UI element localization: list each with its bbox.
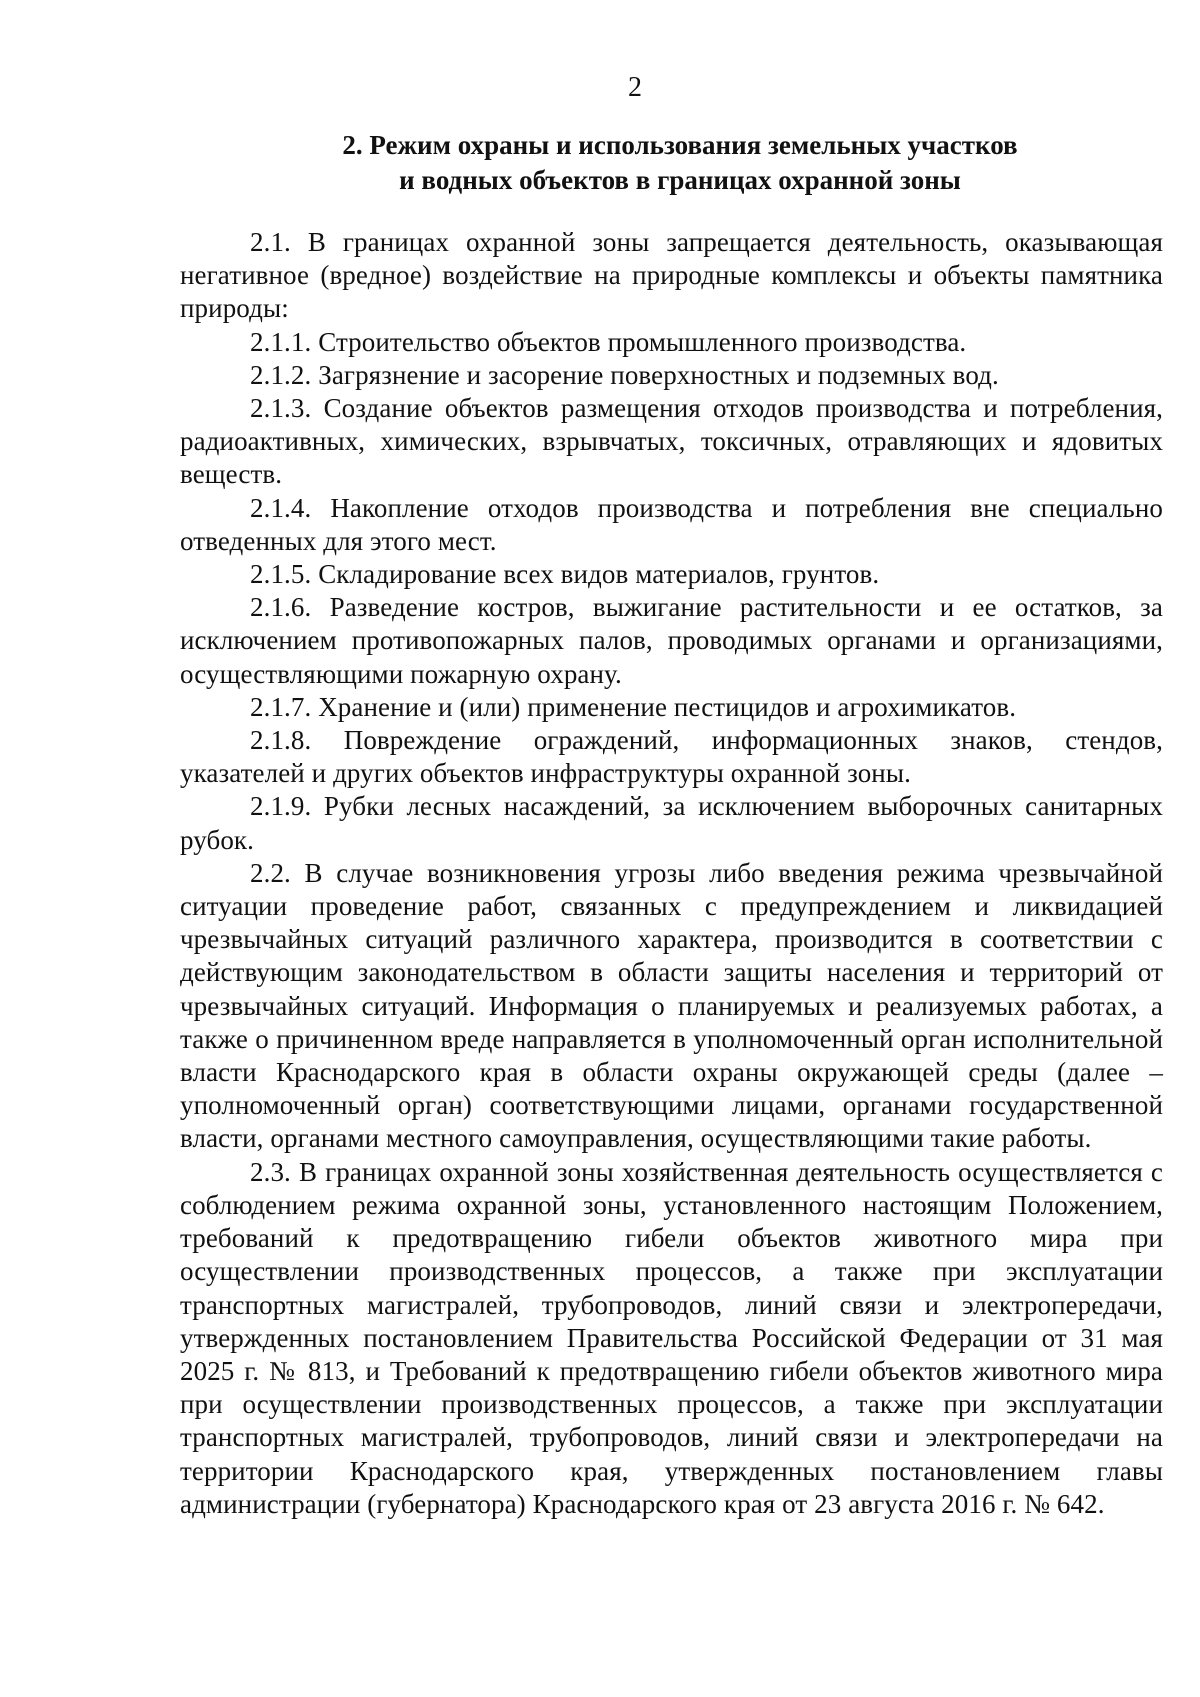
paragraph-2-1-3: 2.1.3. Создание объектов размещения отходов производства и потребления, радиоактивных, химических, взрывчатых, токсичных, отравляющих и ядовитых веществ. bbox=[180, 393, 1163, 490]
paragraph-2-1-6: 2.1.6. Разведение костров, выжигание растительности и ее остатков, за исключением противопожарных палов, проводимых органами и организациями, осуществляющими пожарную охрану. bbox=[180, 592, 1163, 689]
section-heading bbox=[180, 128, 1180, 198]
document-body bbox=[180, 226, 1163, 1521]
paragraph-2-3: 2.3. В границах охранной зоны хозяйственная деятельность осуществляется с соблюдением режима охранной зоны, установленного настоящим Положением, требований к предотвращению гибели объектов животного мира при осуществлении производственных процессов, а также при эксплуатации транспортных магистралей, трубопроводов, линий связи и электропередачи, утвержденных постановлением Правительства Российской Федерации от 31 мая 2025 г. № 813, и Требований к предотвращению гибели объектов животного мира при осуществлении производственных процессов, а также при эксплуатации транспортных магистралей, трубопроводов, линий связи и электропередачи на территории Краснодарского края, утвержденных постановлением главы администрации (губернатора) Краснодарского края от 23 августа 2016 г. № 642. bbox=[180, 1156, 1163, 1519]
paragraph-2-1-5: 2.1.5. Складирование всех видов материалов, грунтов. bbox=[250, 559, 880, 590]
section-title-line-1: 2. Режим охраны и использования земельных участков bbox=[342, 130, 1018, 160]
paragraph-2-1-7: 2.1.7. Хранение и (или) применение пестицидов и агрохимикатов. bbox=[250, 691, 1017, 722]
paragraph-2-1-9: 2.1.9. Рубки лесных насаждений, за исключением выборочных санитарных рубок. bbox=[180, 791, 1163, 855]
paragraph-2-2: 2.2. В случае возникновения угрозы либо введения режима чрезвычайной ситуации проведение работ, связанных с предупреждением и ликвидацией чрезвычайных ситуаций различного характера, производится в соответствии с действующим законодательством в области защиты населения и территорий от чрезвычайных ситуаций. Информация о планируемых и реализуемых работах, а также о причиненном вреде направляется в уполномоченный орган исполнительной власти Краснодарского края в области охраны окружающей среды (далее – уполномоченный орган) соответствующими лицами, органами государственной власти, органами местного самоуправления, осуществляющими такие работы. bbox=[180, 857, 1163, 1154]
paragraph-2-1-4: 2.1.4. Накопление отходов производства и потребления вне специально отведенных для этого мест. bbox=[180, 492, 1163, 556]
section-title-line-2: и водных объектов в границах охранной зоны bbox=[399, 165, 961, 195]
paragraph-2-1: 2.1. В границах охранной зоны запрещается деятельность, оказывающая негативное (вредное) воздействие на природные комплексы и объекты памятника природы: bbox=[180, 227, 1163, 324]
paragraph-2-1-8: 2.1.8. Повреждение ограждений, информационных знаков, стендов, указателей и других объектов инфраструктуры охранной зоны. bbox=[180, 725, 1163, 789]
page-number: 2 bbox=[628, 72, 642, 103]
paragraph-2-1-2: 2.1.2. Загрязнение и засорение поверхностных и подземных вод. bbox=[250, 359, 999, 390]
paragraph-2-1-1: 2.1.1. Строительство объектов промышленного производства. bbox=[250, 326, 967, 357]
